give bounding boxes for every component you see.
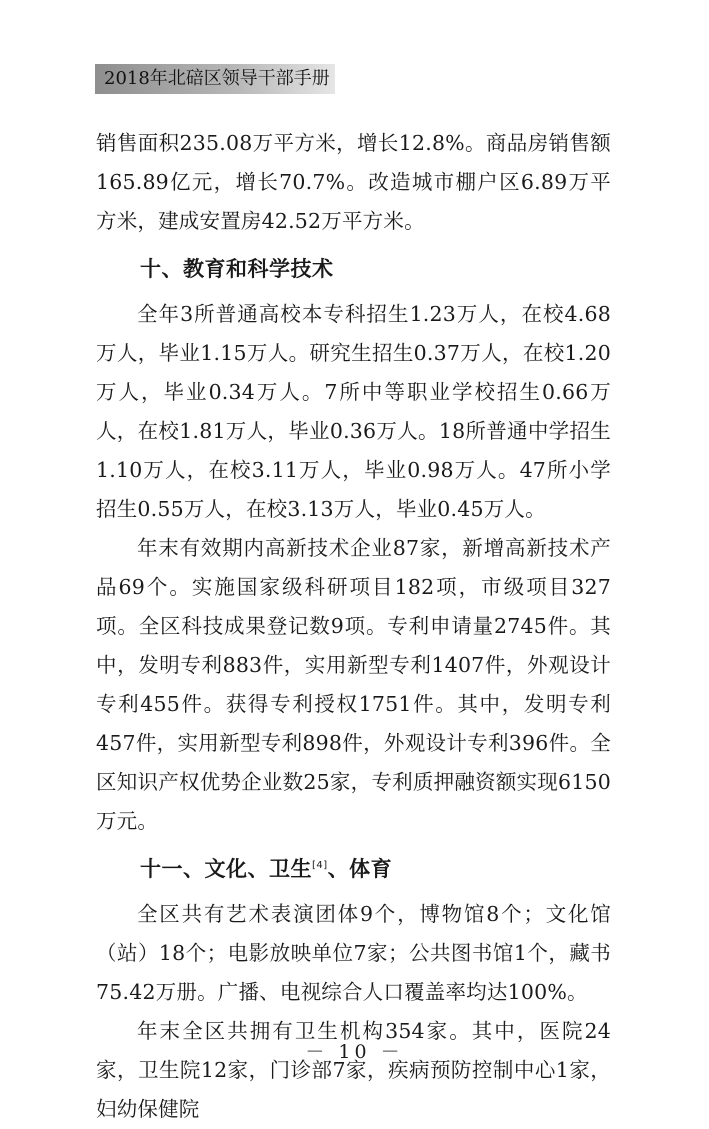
page-body: [96, 124, 611, 1129]
paragraph-housing-sales: 销售面积235.08万平方米，增长12.8%。商品房销售额165.89亿元，增长70.7%。改造城市棚户区6.89万平方米，建成安置房42.52万平方米。: [96, 131, 611, 233]
running-header-title: 2018年北碚区领导干部手册: [104, 68, 330, 89]
section-heading-title-part: 十一、文化、卫生: [140, 857, 312, 881]
paragraph-science-technology: 年末有效期内高新技术企业87家，新增高新技术产品69个。实施国家级科研项目182项，市级项目327项。全区科技成果登记数9项。专利申请量2745件。其中，发明专利883件，实用新型专利1407件，外观设计专利455件。获得专利授权1751件。其中，发明专利457件，实用新型专利898件，外观设计专利396件。全区知识产权优势企业数25家，专利质押融资额实现6150万元。: [96, 536, 611, 833]
paragraph-health: 年末全区共拥有卫生机构354家。其中，医院24家，卫生院12家，门诊部7家，疾病预防控制中心1家，妇幼保健院: [96, 1019, 611, 1121]
section-heading-education-science: 十、教育和科学技术: [140, 257, 334, 281]
page-number: － 10 －: [305, 1041, 404, 1063]
paragraph-culture: 全区共有艺术表演团体9个，博物馆8个；文化馆（站）18个；电影放映单位7家；公共图书馆1个，藏书75.42万册。广播、电视综合人口覆盖率均达100%。: [96, 902, 611, 1004]
section-heading-title-suffix: 、体育: [327, 857, 393, 881]
paragraph-education: 全年3所普通高校本专科招生1.23万人，在校4.68万人，毕业1.15万人。研究生招生0.37万人，在校1.20万人，毕业0.34万人。7所中等职业学校招生0.66万人，在校1.81万人，毕业0.36万人。18所普通中学招生1.10万人，在校3.11万人，毕业0.98万人。47所小学招生0.55万人，在校3.13万人，毕业0.45万人。: [96, 302, 611, 521]
section-heading-culture-health-sports: [96, 847, 611, 891]
footnote-marker: [4]: [312, 860, 328, 871]
